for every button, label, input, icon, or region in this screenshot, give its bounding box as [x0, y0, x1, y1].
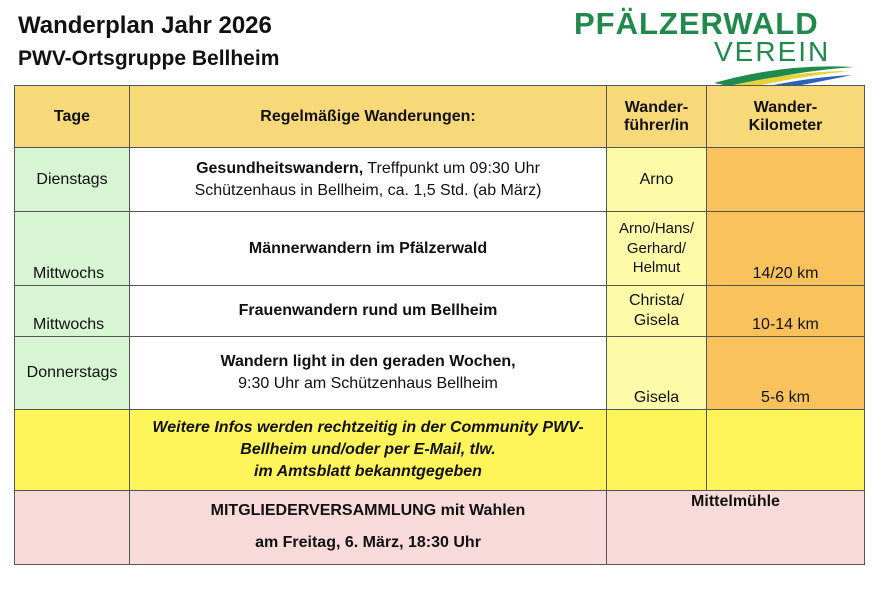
meeting-text: [130, 490, 607, 565]
row-description: [130, 336, 607, 409]
row-title: Frauenwandern rund um Bellheim: [238, 302, 498, 320]
page-title: Wanderplan Jahr 2026: [18, 12, 272, 39]
row-guide-line: Arno/Hans/: [618, 220, 695, 238]
row-day: Dienstags: [15, 148, 130, 211]
row-detail: Schützenhaus in Bellheim, ca. 1,5 Std. (ab März): [194, 181, 542, 199]
info-line: im Amtsblatt bekanntgegeben: [254, 462, 482, 480]
row-km: 5-6 km: [707, 336, 865, 409]
header-guide-line1: Wander-: [624, 98, 689, 116]
pwv-logo: [574, 6, 864, 86]
row-title: Wandern light in den geraden Wochen,: [220, 353, 516, 371]
info-line: Weitere Infos werden rechtzeitig in der Community PWV-: [152, 419, 584, 437]
table-row: [15, 336, 865, 409]
row-guide-line: Christa/: [628, 291, 685, 309]
row-day: Mittwochs: [15, 211, 130, 285]
row-title: Gesundheitswandern,: [196, 159, 364, 177]
row-guide: [607, 211, 707, 285]
row-guide: [607, 286, 707, 336]
row-day: Mittwochs: [15, 286, 130, 336]
row-guide-line: Helmut: [632, 259, 681, 277]
info-empty-cell: [15, 410, 130, 491]
info-empty-cell: [607, 410, 707, 491]
header-km-line2: Kilometer: [748, 116, 823, 134]
meeting-line: MITGLIEDERVERSAMMLUNG mit Wahlen: [210, 502, 526, 520]
row-km: [707, 148, 865, 211]
row-description: [130, 211, 607, 285]
row-day: Donnerstags: [15, 336, 130, 409]
meeting-row: [15, 490, 865, 565]
header-guide: [607, 86, 707, 148]
header-guide-line2: führer/in: [624, 116, 689, 134]
row-description: [130, 286, 607, 336]
info-text: [130, 410, 607, 491]
page-subtitle: PWV-Ortsgruppe Bellheim: [18, 47, 280, 70]
row-km: 10-14 km: [707, 286, 865, 336]
meeting-line: am Freitag, 6. März, 18:30 Uhr: [255, 534, 481, 552]
info-row: [15, 410, 865, 491]
header-km-line1: Wander-: [753, 98, 818, 116]
meeting-location: Mittelmühle: [607, 490, 865, 565]
table-row: [15, 211, 865, 285]
info-line: Bellheim und/oder per E-Mail, tlw.: [240, 440, 496, 458]
header-days: Tage: [15, 86, 130, 148]
row-detail: 9:30 Uhr am Schützenhaus Bellheim: [238, 374, 498, 392]
row-title: Männerwandern im Pfälzerwald: [248, 239, 488, 257]
info-empty-cell: [707, 410, 865, 491]
meeting-empty-cell: [15, 490, 130, 565]
row-detail: Treffpunkt um 09:30 Uhr: [363, 159, 540, 177]
row-guide: Arno: [607, 148, 707, 211]
logo-text-line1: PFÄLZERWALD: [574, 6, 819, 41]
header-hikes: Regelmäßige Wanderungen:: [130, 86, 607, 148]
table-row: [15, 148, 865, 211]
row-km: 14/20 km: [707, 211, 865, 285]
row-guide-line: Gerhard/: [626, 239, 687, 257]
hiking-plan-table: [14, 85, 865, 565]
logo-text-line2: VEREIN: [714, 36, 831, 67]
header-km: [707, 86, 865, 148]
table-header-row: [15, 86, 865, 148]
table-row: [15, 286, 865, 336]
row-guide: Gisela: [607, 336, 707, 409]
row-description: [130, 148, 607, 211]
row-guide-line: Gisela: [633, 311, 680, 329]
